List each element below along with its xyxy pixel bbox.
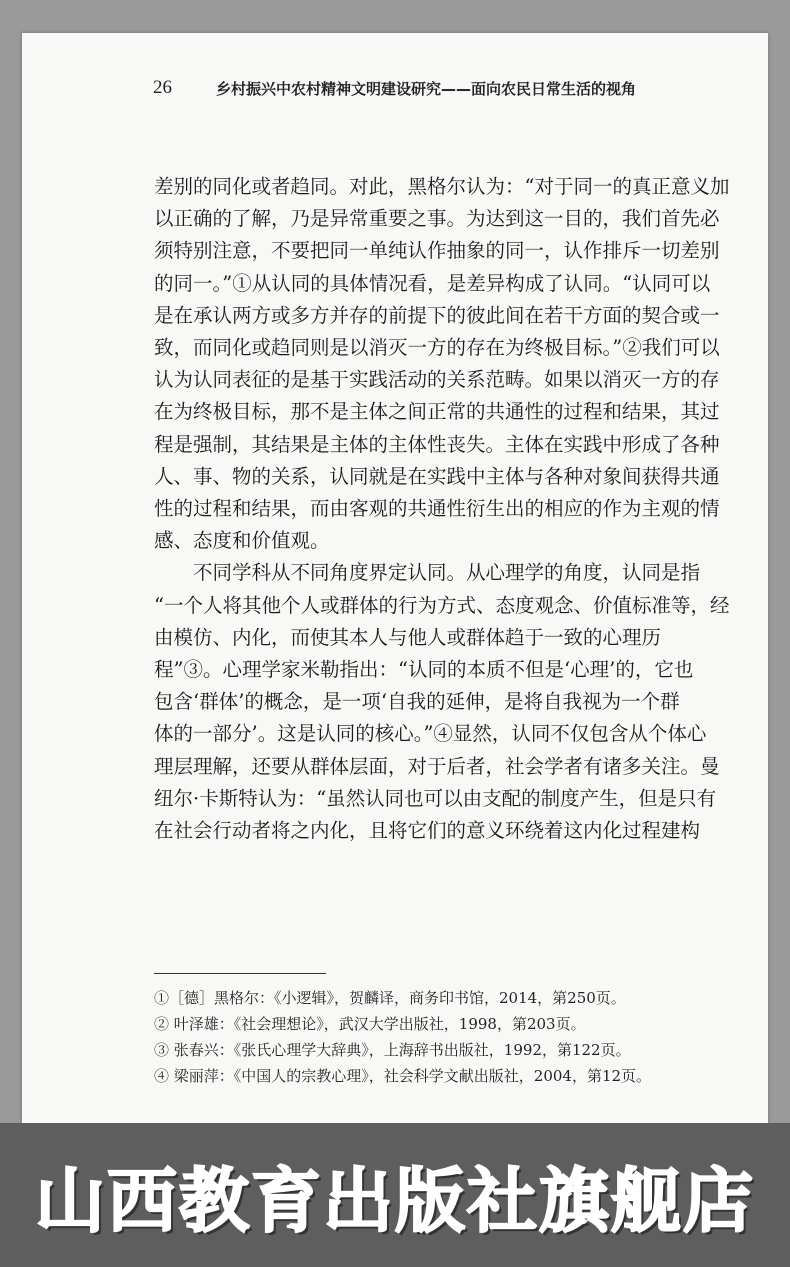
text-line: 程”③。心理学家米勒指出：“认同的本质不但是‘心理’的，它也 [154,658,694,682]
text-line: 在社会行动者将之内化，且将它们的意义环绕着这内化过程建构 [154,819,701,843]
text-line: “一个人将其他个人或群体的行为方式、态度观念、价值标准等，经 [154,593,730,617]
text-line: 理层理解，还要从群体层面，对于后者，社会学者有诸多关注。曼 [154,754,720,778]
footnote-1: ①［德］黑格尔：《小逻辑》，贺麟译，商务印书馆，2014，第250页。 [154,989,626,1007]
text-line: 认为认同表征的是基于实践活动的关系范畴。如果以消灭一方的存 [154,368,720,392]
text-line: 由模仿、内化，而使其本人与他人或群体趋于一致的心理历 [154,625,662,649]
store-banner [0,1123,790,1267]
text-line: 在为终极目标，那不是主体之间正常的共通性的过程和结果，其过 [154,400,720,424]
text-line: 差别的同化或者趋同。对此，黑格尔认为：“对于同一的真正意义加 [154,175,730,198]
footnote-4: ④ 梁丽萍：《中国人的宗教心理》，社会科学文献出版社，2004，第12页。 [154,1067,652,1085]
text-line: 不同学科从不同角度界定认同。从心理学的角度，认同是指 [154,561,701,585]
footnote-3: ③ 张春兴：《张氏心理学大辞典》，上海辞书出版社，1992，第122页。 [154,1041,631,1059]
text-line: 人、事、物的关系，认同就是在实践中主体与各种对象间获得共通 [154,464,720,488]
text-line: 感、态度和价值观。 [154,529,330,553]
text-line: 纽尔·卡斯特认为：“虽然认同也可以由支配的制度产生，但是只有 [154,786,717,810]
text-line: 以正确的了解，乃是异常重要之事。为达到这一目的，我们首先必 [154,207,720,231]
text-line: 是在承认两方或多方并存的前提下的彼此间在若干方面的契合或一 [154,303,720,327]
text-line: 体的一部分’。这是认同的核心。”④显然，认同不仅包含从个体心 [154,722,707,746]
footnotes [154,985,739,1089]
text-line: 包含‘群体’的概念，是一项‘自我的延伸，是将自我视为一个群 [154,690,680,714]
footnote-2: ② 叶泽雄：《社会理想论》，武汉大学出版社，1998，第203页。 [154,1015,586,1033]
page-number: 26 [153,77,172,98]
text-line: 须特别注意，不要把同一单纯认作抽象的同一，认作排斥一切差别 [154,239,720,263]
text-line: 程是强制，其结果是主体的主体性丧失。主体在实践中形成了各种 [154,432,720,456]
text-line: 致，而同化或趋同则是以消灭一方的存在为终极目标。”②我们可以 [154,336,720,360]
book-page [22,33,768,1123]
text-line: 的同一。”①从认同的具体情况看，是差异构成了认同。“认同可以 [154,271,711,295]
running-title: 乡村振兴中农村精神文明建设研究——面向农民日常生活的视角 [216,80,637,98]
body-text [154,171,739,847]
shop-name: 山西教育出版社旗舰店 [35,1159,755,1242]
text-line: 性的过程和结果，而由客观的共通性衍生出的相应的作为主观的情 [154,497,720,521]
footnote-divider [154,973,326,974]
